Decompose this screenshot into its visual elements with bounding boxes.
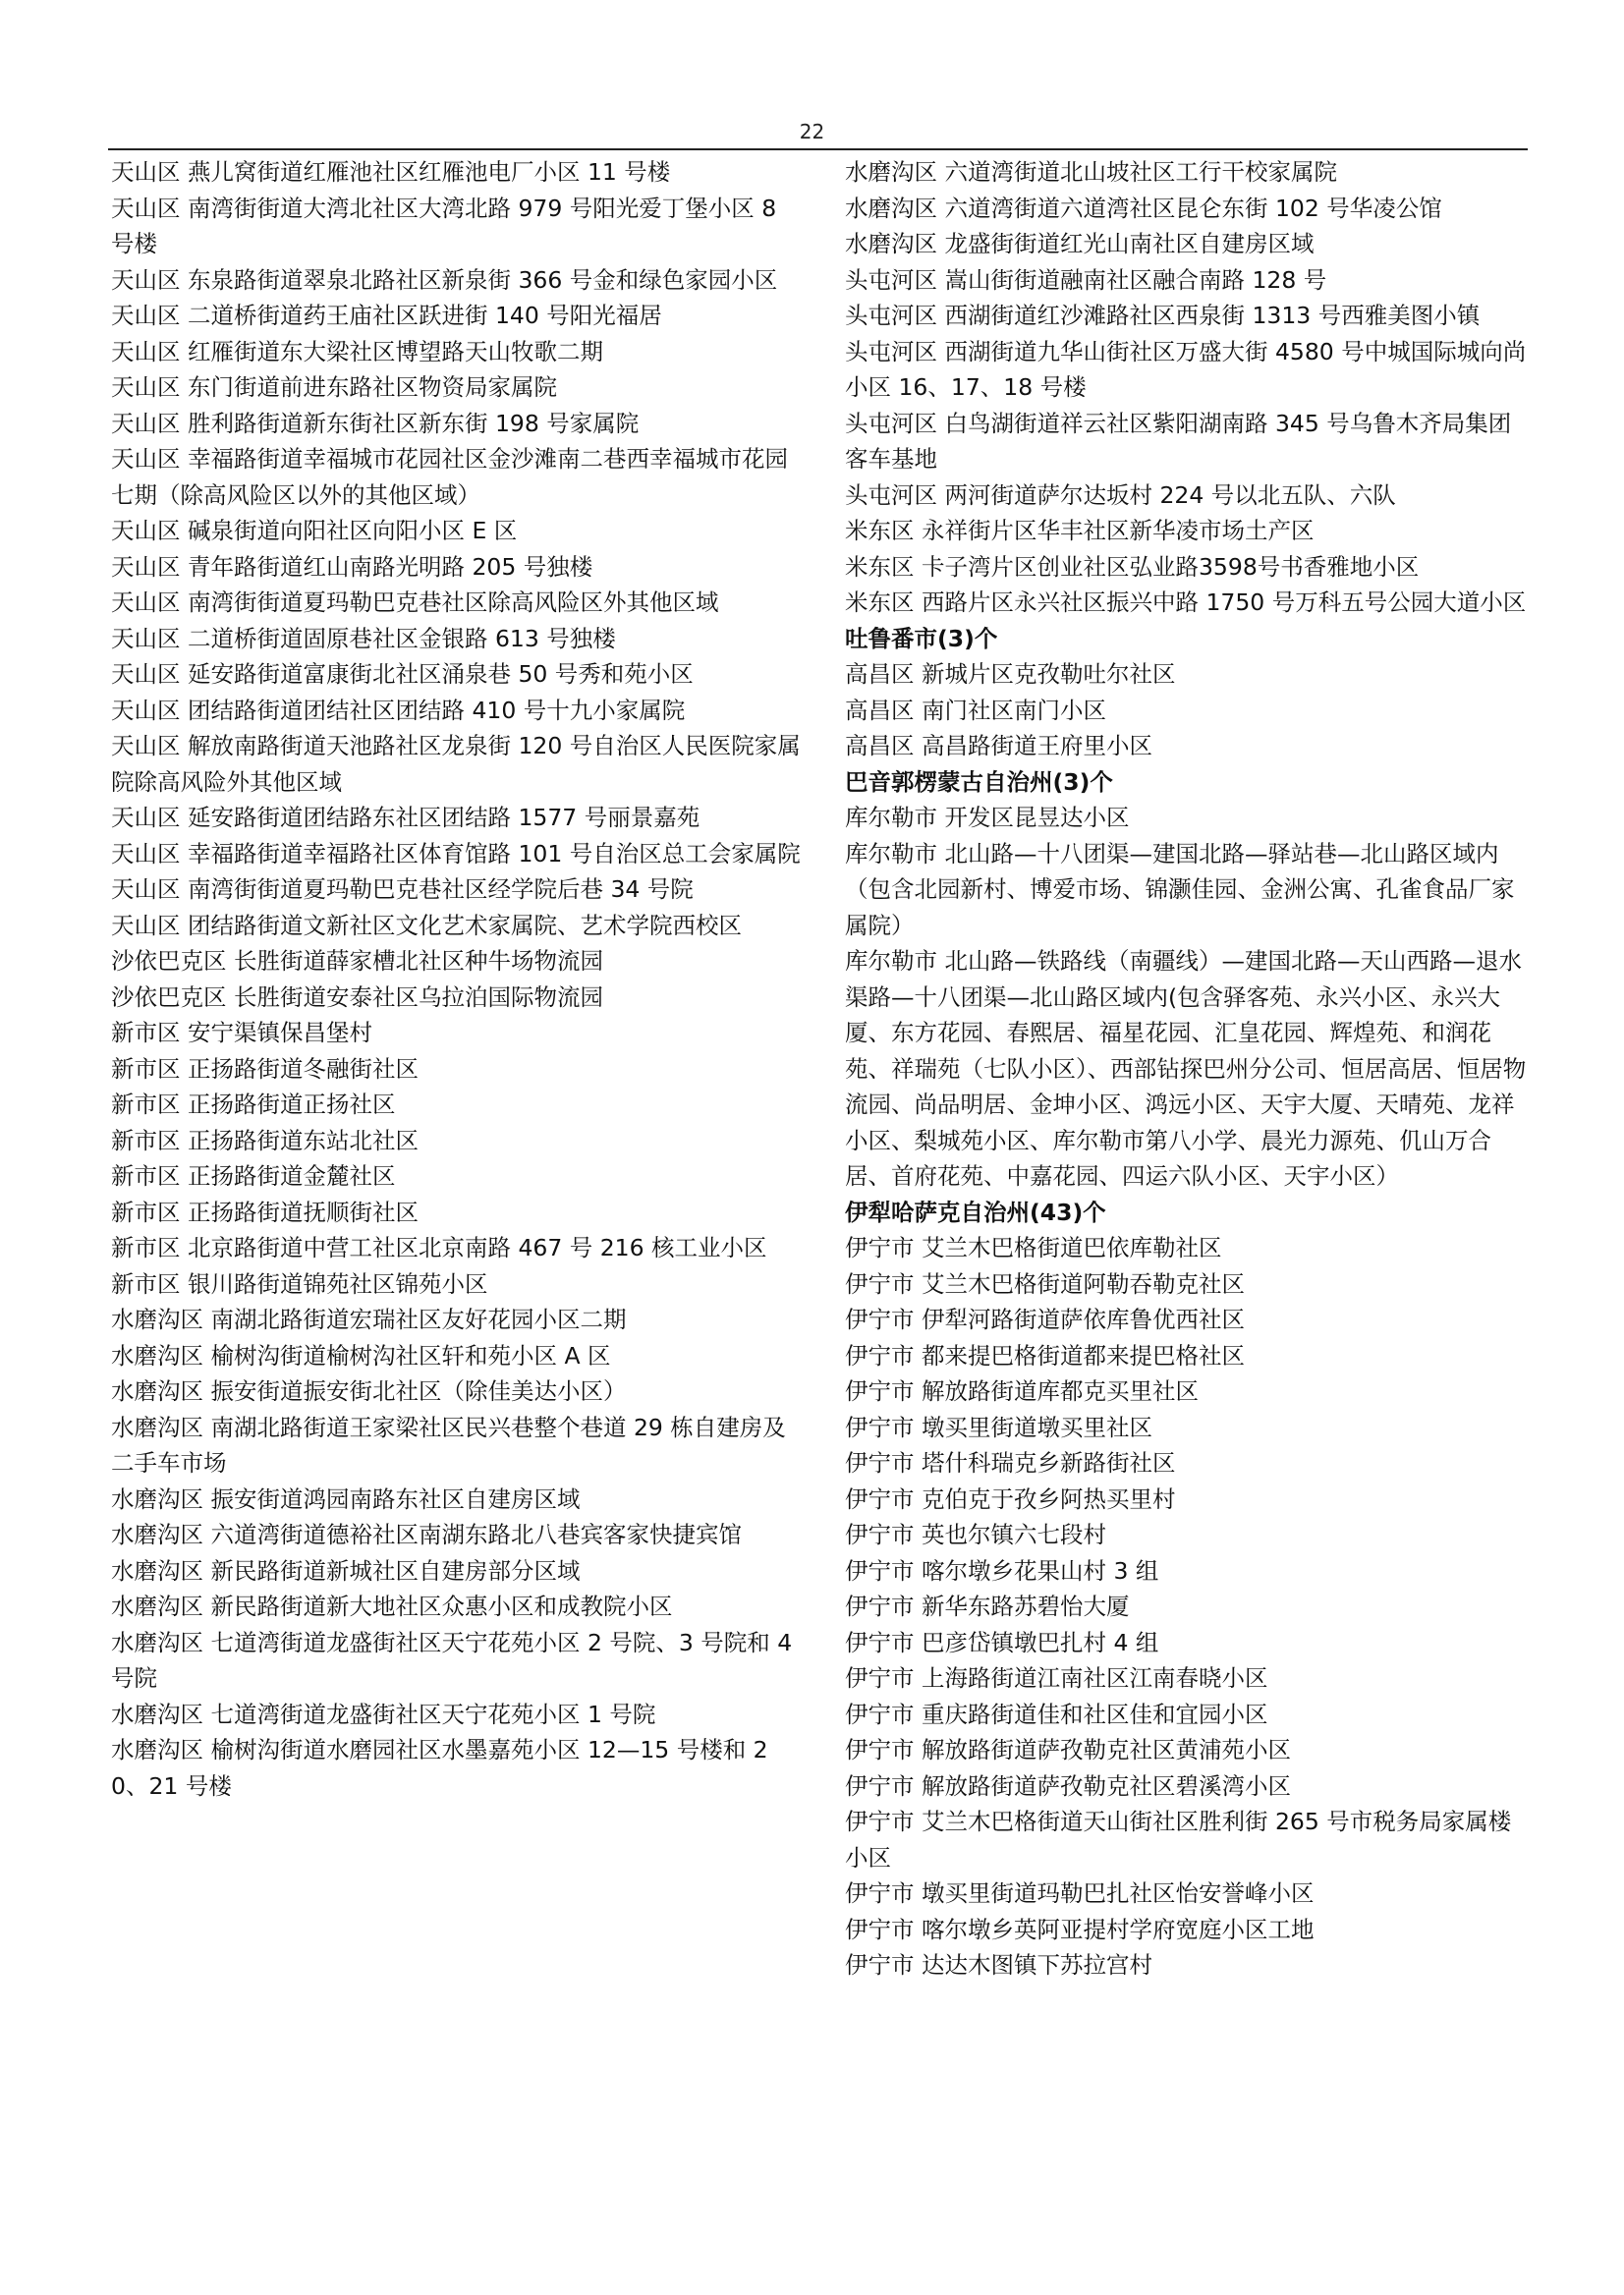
section-heading: 巴音郭楞蒙古自治州(3)个 <box>845 767 1113 796</box>
list-item: 天山区 二道桥街道药王庙社区跃进街 140 号阳光福居 <box>111 302 662 329</box>
list-item: 库尔勒市 北山路—铁路线（南疆线）—建国北路—天山西路—退水渠路—十八团渠—北山路区域内(包含驿客苑、永兴小区、永兴大厦、东方花园、春熙居、福星花园、汇皇花园、辉煌苑、和润花苑、祥瑞苑（七队小区）、西部钻探巴州分公司、恒居高居、恒居物流园、尚品明居、金坤小区、鸿远小区、天宇大厦、天晴苑、龙祥小区、梨城苑小区、库尔勒市第八小学、晨光力源苑、仉山万合居、首府花苑、中嘉花园、四运六队小区、天宇小区） <box>845 947 1527 1190</box>
list-item: 头屯河区 西湖街道九华山街社区万盛大街 4580 号中城国际城向尚小区 16、17、18 号楼 <box>845 337 1527 401</box>
list-item: 伊宁市 喀尔墩乡花果山村 3 组 <box>845 1556 1159 1585</box>
list-item: 米东区 永祥街片区华丰社区新华凌市场土产区 <box>845 517 1315 544</box>
list-item: 水磨沟区 六道湾街道德裕社区南湖东路北八巷宾客家快捷宾馆 <box>111 1521 742 1548</box>
list-item: 伊宁市 解放路街道库都克买里社区 <box>845 1377 1199 1405</box>
page-number: 22 <box>799 120 825 143</box>
list-item: 天山区 青年路街道红山南路光明路 205 号独楼 <box>111 552 593 581</box>
list-item: 头屯河区 两河街道萨尔达坂村 224 号以北五队、六队 <box>845 480 1396 509</box>
list-item: 天山区 解放南路街道天池路社区龙泉街 120 号自治区人民医院家属院除高风险外其他区域 <box>111 732 801 796</box>
list-item: 头屯河区 白鸟湖街道祥云社区紫阳湖南路 345 号乌鲁木齐局集团客车基地 <box>845 409 1512 473</box>
list-item: 伊宁市 墩买里街道玛勒巴扎社区怡安誉峰小区 <box>845 1879 1315 1907</box>
left-column <box>111 154 805 1804</box>
right-column <box>845 154 1533 1984</box>
list-item: 伊宁市 艾兰木巴格街道阿勒吞勒克社区 <box>845 1269 1245 1298</box>
list-item: 天山区 延安路街道团结路东社区团结路 1577 号丽景嘉苑 <box>111 804 700 831</box>
list-item: 新市区 银川路街道锦苑社区锦苑小区 <box>111 1269 488 1298</box>
list-item: 天山区 幸福路街道幸福城市花园社区金沙滩南二巷西幸福城市花园七期（除高风险区以外的其他区域） <box>111 445 788 509</box>
section-heading: 吐鲁番市(3)个 <box>845 624 998 652</box>
list-item: 高昌区 新城片区克孜勒吐尔社区 <box>845 660 1176 688</box>
list-item: 天山区 二道桥街道固原巷社区金银路 613 号独楼 <box>111 624 616 652</box>
list-item: 伊宁市 塔什科瑞克乡新路街社区 <box>845 1449 1176 1477</box>
list-item: 伊宁市 墩买里街道墩买里社区 <box>845 1413 1152 1441</box>
list-item: 水磨沟区 六道湾街道六道湾社区昆仑东街 102 号华凌公馆 <box>845 194 1442 222</box>
list-item: 米东区 西路片区永兴社区振兴中路 1750 号万科五号公园大道小区 <box>845 588 1527 616</box>
list-item: 水磨沟区 龙盛街街道红光山南社区自建房区域 <box>845 230 1315 257</box>
list-item: 库尔勒市 北山路—十八团渠—建国北路—驿站巷—北山路区域内（包含北园新村、博爱市场、锦灏佳园、金洲公寓、孔雀食品厂家属院） <box>845 839 1515 939</box>
list-item: 新市区 正扬路街道正扬社区 <box>111 1091 396 1118</box>
list-item: 伊宁市 解放路街道萨孜勒克社区黄浦苑小区 <box>845 1736 1291 1763</box>
list-item: 天山区 燕儿窝街道红雁池社区红雁池电厂小区 11 号楼 <box>111 158 671 186</box>
list-item: 天山区 东门街道前进东路社区物资局家属院 <box>111 373 557 401</box>
list-item: 沙依巴克区 长胜街道安泰社区乌拉泊国际物流园 <box>111 982 603 1011</box>
list-item: 沙依巴克区 长胜街道薛家槽北社区种牛场物流园 <box>111 947 603 975</box>
list-item: 天山区 东泉路街道翠泉北路社区新泉街 366 号金和绿色家园小区 <box>111 265 778 294</box>
list-item: 水磨沟区 南湖北路街道王家梁社区民兴巷整个巷道 29 栋自建房及二手车市场 <box>111 1413 786 1477</box>
list-item: 伊宁市 伊犁河路街道萨依库鲁优西社区 <box>845 1306 1245 1333</box>
list-item: 天山区 胜利路街道新东街社区新东街 198 号家属院 <box>111 409 640 437</box>
list-item: 头屯河区 西湖街道红沙滩路社区西泉街 1313 号西雅美图小镇 <box>845 302 1481 329</box>
list-item: 天山区 红雁街道东大梁社区博望路天山牧歌二期 <box>111 337 603 365</box>
list-item: 天山区 南湾街街道夏玛勒巴克巷社区经学院后巷 34 号院 <box>111 875 694 903</box>
list-item: 库尔勒市 开发区昆昱达小区 <box>845 804 1130 831</box>
list-item: 伊宁市 英也尔镇六七段村 <box>845 1521 1106 1548</box>
list-item: 伊宁市 巴彦岱镇墩巴扎村 4 组 <box>845 1628 1159 1656</box>
list-item: 水磨沟区 振安街道振安街北社区（除佳美达小区） <box>111 1377 627 1405</box>
list-item: 伊宁市 都来提巴格街道都来提巴格社区 <box>845 1341 1245 1370</box>
list-item: 伊宁市 解放路街道萨孜勒克社区碧溪湾小区 <box>845 1771 1291 1800</box>
list-item: 新市区 北京路街道中营工社区北京南路 467 号 216 核工业小区 <box>111 1234 767 1261</box>
list-item: 新市区 正扬路街道金麓社区 <box>111 1162 396 1190</box>
list-item: 天山区 团结路街道团结社区团结路 410 号十九小家属院 <box>111 696 686 724</box>
list-item: 伊宁市 达达木图镇下苏拉宫村 <box>845 1951 1152 1979</box>
list-item: 天山区 碱泉街道向阳社区向阳小区 E 区 <box>111 517 518 544</box>
list-item: 伊宁市 上海路街道江南社区江南春晓小区 <box>845 1664 1268 1692</box>
list-item: 头屯河区 嵩山街街道融南社区融合南路 128 号 <box>845 265 1327 294</box>
list-item: 水磨沟区 七道湾街道龙盛街社区天宁花苑小区 1 号院 <box>111 1700 656 1728</box>
list-item: 天山区 幸福路街道幸福路社区体育馆路 101 号自治区总工会家属院 <box>111 839 801 868</box>
list-item: 水磨沟区 榆树沟街道榆树沟社区轩和苑小区 A 区 <box>111 1341 611 1370</box>
list-item: 水磨沟区 六道湾街道北山坡社区工行干校家属院 <box>845 158 1337 186</box>
list-item: 新市区 正扬路街道冬融街社区 <box>111 1054 419 1083</box>
header-rule <box>108 148 1528 150</box>
list-item: 高昌区 南门社区南门小区 <box>845 696 1106 724</box>
list-item: 天山区 南湾街街道夏玛勒巴克巷社区除高风险区外其他区域 <box>111 588 719 616</box>
list-item: 伊宁市 克伯克于孜乡阿热买里村 <box>845 1484 1176 1513</box>
list-item: 水磨沟区 新民路街道新大地社区众惠小区和成教院小区 <box>111 1593 673 1620</box>
list-item: 新市区 安宁渠镇保昌堡村 <box>111 1019 372 1046</box>
list-item: 水磨沟区 七道湾街道龙盛街社区天宁花苑小区 2 号院、3 号院和 4 号院 <box>111 1628 793 1692</box>
list-item: 水磨沟区 南湖北路街道宏瑞社区友好花园小区二期 <box>111 1306 627 1333</box>
list-item: 伊宁市 新华东路苏碧怡大厦 <box>845 1593 1130 1620</box>
list-item: 伊宁市 艾兰木巴格街道巴依库勒社区 <box>845 1234 1222 1261</box>
list-item: 天山区 延安路街道富康街北社区涌泉巷 50 号秀和苑小区 <box>111 660 694 688</box>
list-item: 水磨沟区 榆树沟街道水磨园社区水墨嘉苑小区 12—15 号楼和 20、21 号楼 <box>111 1736 768 1800</box>
list-item: 新市区 正扬路街道抚顺街社区 <box>111 1198 419 1226</box>
list-item: 水磨沟区 振安街道鸿园南路东社区自建房区域 <box>111 1484 581 1513</box>
list-item: 天山区 团结路街道文新社区文化艺术家属院、艺术学院西校区 <box>111 911 742 939</box>
list-item: 水磨沟区 新民路街道新城社区自建房部分区域 <box>111 1556 581 1585</box>
list-item: 伊宁市 喀尔墩乡英阿亚提村学府宽庭小区工地 <box>845 1915 1315 1943</box>
section-heading: 伊犁哈萨克自治州(43)个 <box>845 1198 1106 1226</box>
list-item: 新市区 正扬路街道东站北社区 <box>111 1126 419 1154</box>
list-item: 伊宁市 重庆路街道佳和社区佳和宜园小区 <box>845 1700 1268 1728</box>
list-item: 天山区 南湾街街道大湾北社区大湾北路 979 号阳光爱丁堡小区 8 号楼 <box>111 194 777 257</box>
list-item: 米东区 卡子湾片区创业社区弘业路3598号书香雅地小区 <box>845 552 1420 581</box>
list-item: 伊宁市 艾兰木巴格街道天山街社区胜利街 265 号市税务局家属楼小区 <box>845 1808 1512 1872</box>
list-item: 高昌区 高昌路街道王府里小区 <box>845 732 1152 759</box>
